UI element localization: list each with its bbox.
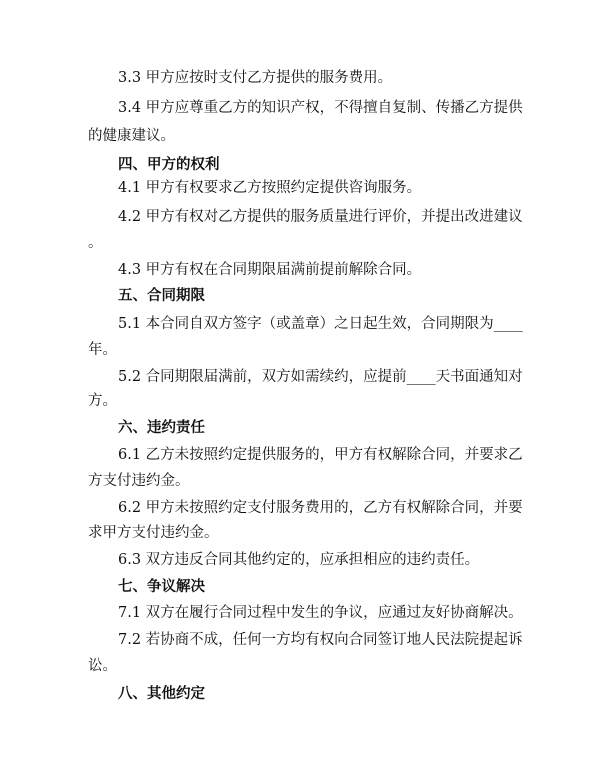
clause-6-3: 6.3 双方违反合同其他约定的，应承担相应的违约责任。	[118, 552, 480, 568]
clause-4-2-cont: 。	[88, 235, 103, 251]
clause-5-1: 5.1 本合同自双方签字（或盖章）之日起生效，合同期限为____	[118, 316, 523, 332]
section-heading-6: 六、违约责任	[118, 419, 205, 436]
clause-4-1: 4.1 甲方有权要求乙方按照约定提供咨询服务。	[118, 180, 422, 196]
clause-6-2-cont: 求甲方支付违约金。	[88, 525, 219, 541]
clause-5-2: 5.2 合同期限届满前，双方如需续约，应提前____天书面通知对	[118, 369, 523, 385]
clause-7-2: 7.2 若协商不成，任何一方均有权向合同签订地人民法院提起诉	[118, 632, 523, 648]
clause-4-3: 4.3 甲方有权在合同期限届满前提前解除合同。	[118, 262, 422, 278]
clause-6-1: 6.1 乙方未按照约定提供服务的，甲方有权解除合同，并要求乙	[118, 447, 523, 463]
clause-3-4-cont: 的健康建议。	[88, 128, 175, 144]
clause-5-2-cont: 方。	[88, 393, 117, 409]
clause-6-1-cont: 方支付违约金。	[88, 473, 190, 489]
clause-3-4: 3.4 甲方应尊重乙方的知识产权，不得擅自复制、传播乙方提供	[118, 100, 523, 116]
clause-4-2: 4.2 甲方有权对乙方提供的服务质量进行评价，并提出改进建议	[118, 209, 523, 225]
section-heading-5: 五、合同期限	[118, 287, 205, 304]
clause-5-1-cont: 年。	[88, 342, 117, 358]
clause-6-2: 6.2 甲方未按照约定支付服务费用的，乙方有权解除合同，并要	[118, 500, 523, 516]
clause-3-3: 3.3 甲方应按时支付乙方提供的服务费用。	[118, 70, 393, 86]
clause-7-1: 7.1 双方在履行合同过程中发生的争议，应通过友好协商解决。	[118, 605, 523, 621]
clause-7-2-cont: 讼。	[88, 658, 117, 674]
section-heading-8: 八、其他约定	[118, 685, 205, 702]
section-heading-4: 四、甲方的权利	[118, 156, 220, 173]
section-heading-7: 七、争议解决	[118, 578, 205, 595]
